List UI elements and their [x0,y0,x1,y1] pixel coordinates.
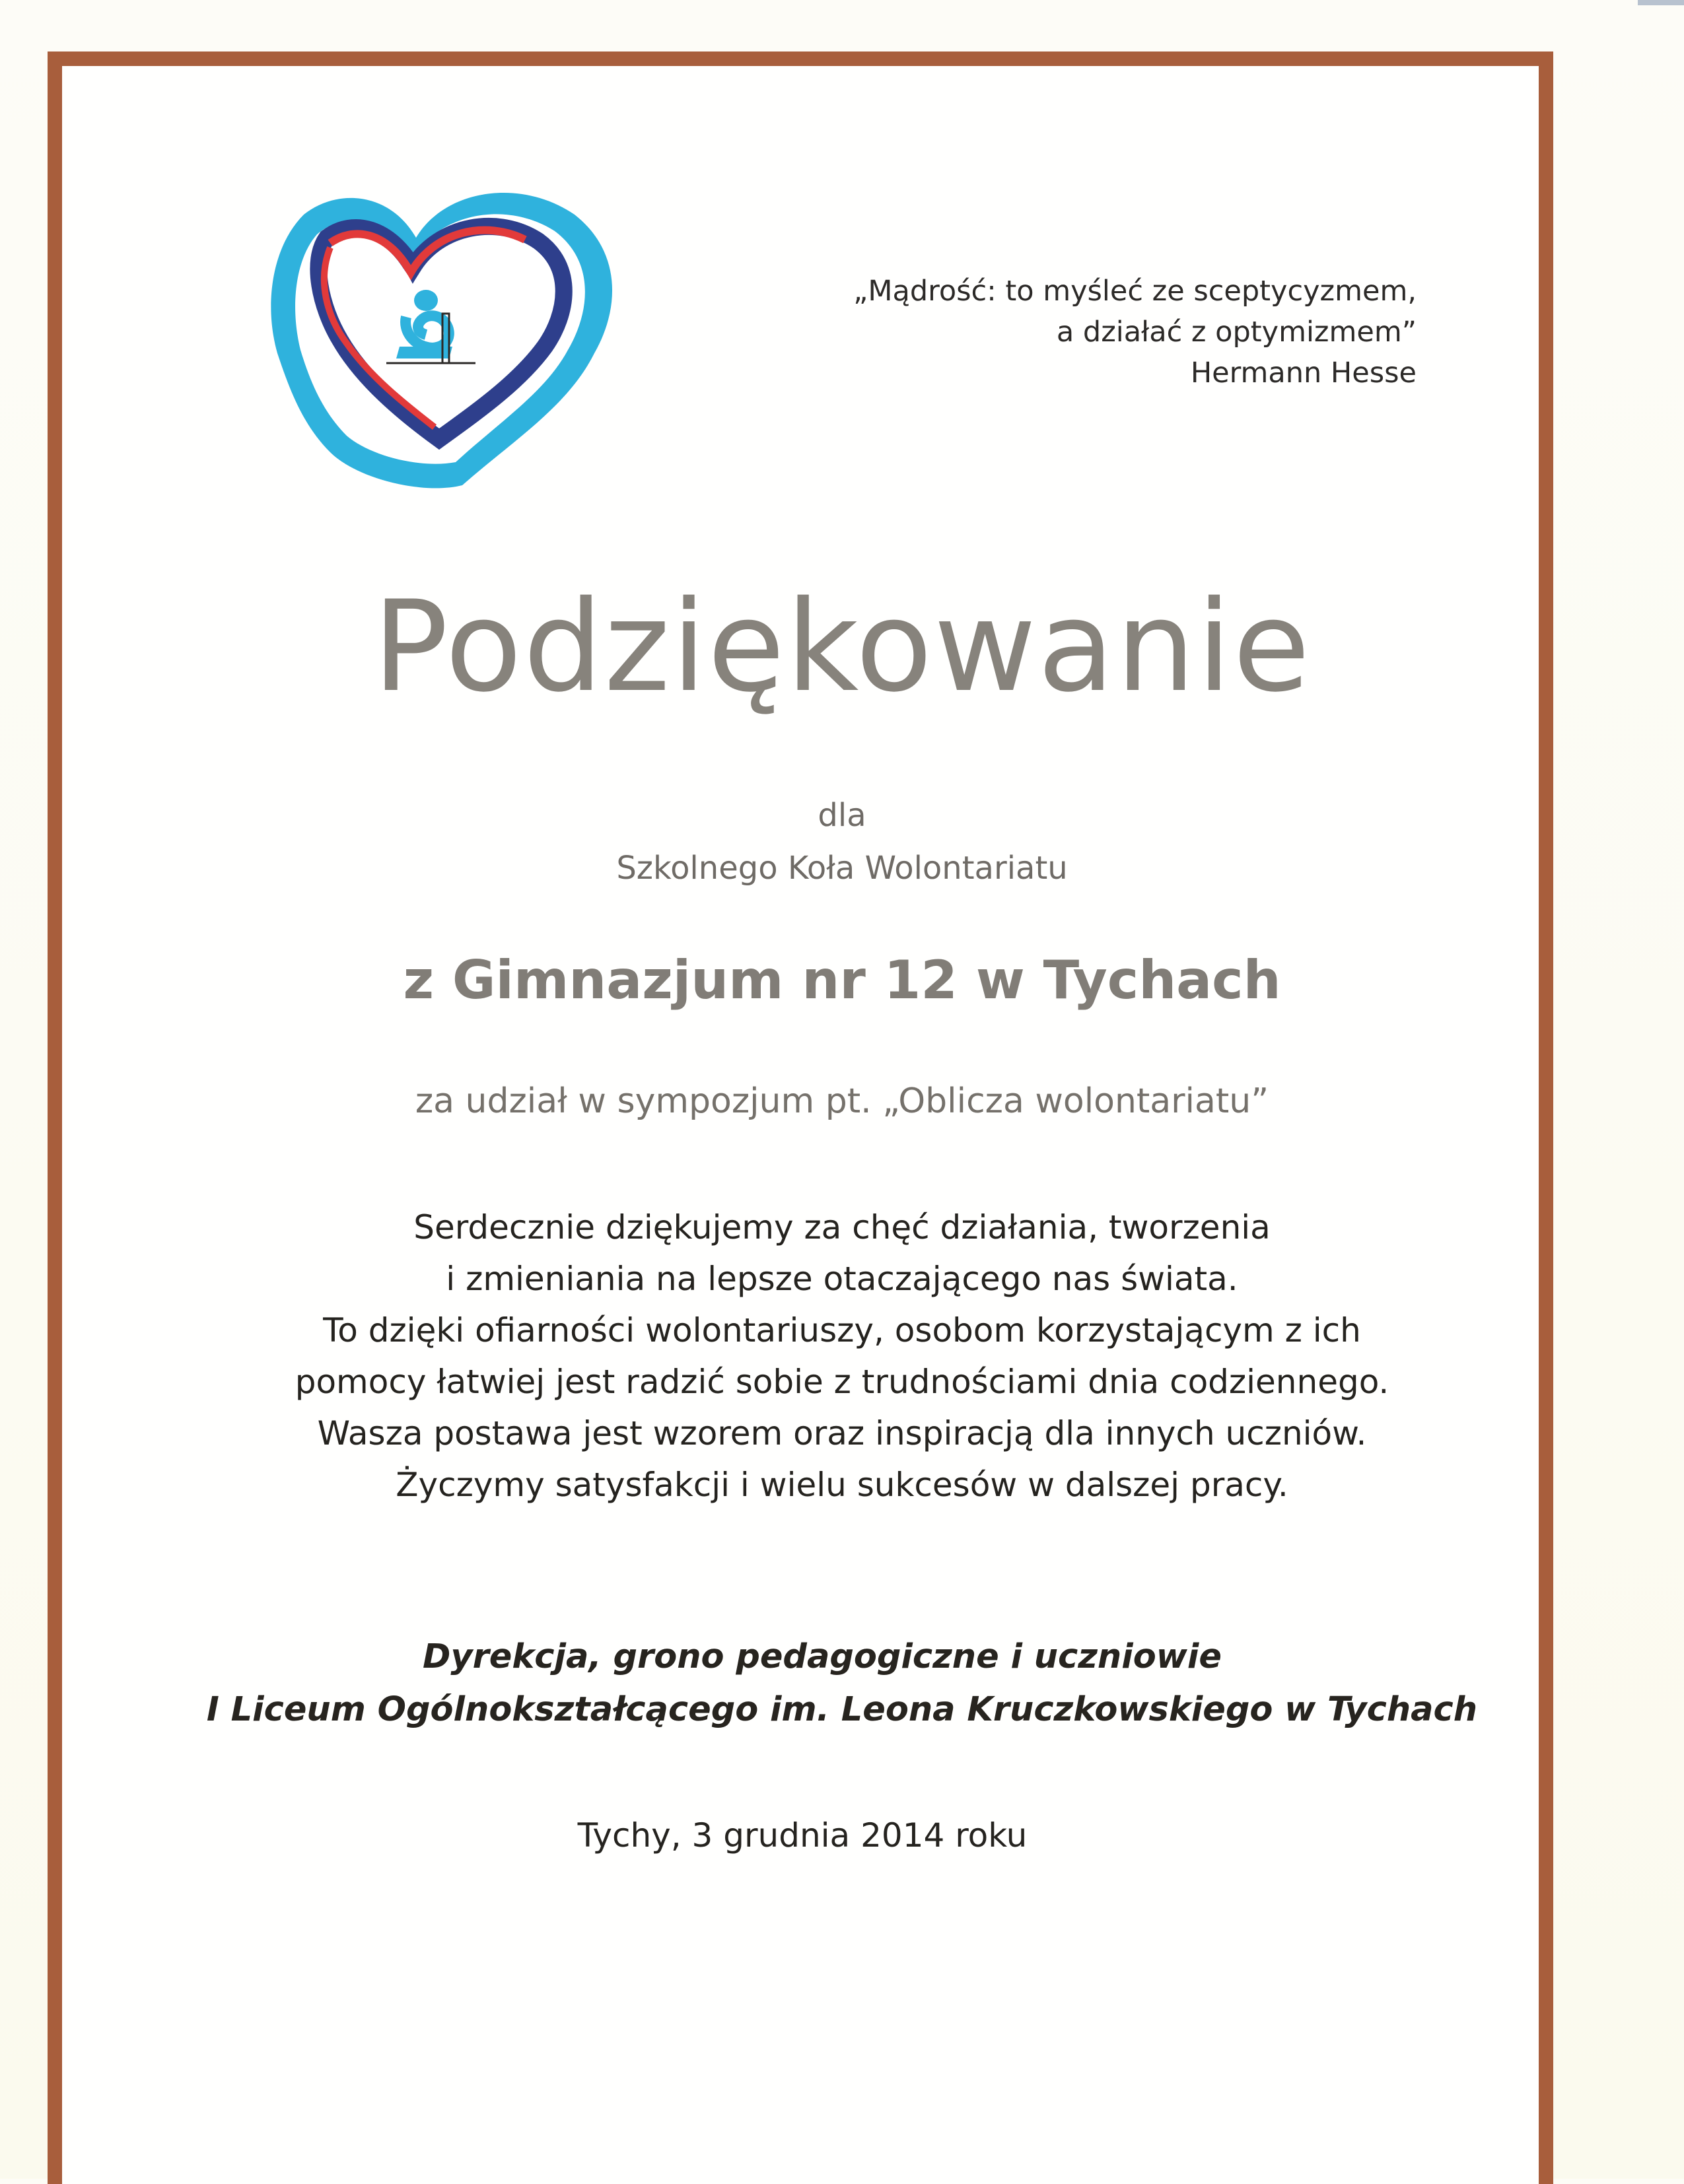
scan-edge-mark [1638,0,1684,5]
body-paragraph [0,1202,1684,1511]
signature-line-1: Dyrekcja, grono pedagogiczne i uczniowie [423,1637,1222,1676]
award-reason: za udział w sympozjum pt. „Oblicza wolontariatu” [415,1081,1269,1121]
quote-line-1: „Mądrość: to myśleć ze sceptycyzmem, [853,275,1417,308]
signature-line-2: I Liceum Ogólnokształcącego im. Leona Kruczkowskiego w Tychach [206,1690,1478,1729]
quote-line-2: a działać z optymizmem” [1056,316,1417,349]
recipient-prefix: dla [818,797,866,834]
page-title: Podziękowanie [372,574,1312,720]
body-line: Serdecznie dziękujemy za chęć działania, tworzenia [413,1208,1271,1246]
recipient-group: Szkolnego Koła Wolontariatu [616,850,1068,887]
date-line [0,1809,1684,1862]
body-line: Życzymy satysfakcji i wielu sukcesów w dalszej pracy. [396,1466,1288,1504]
signature-block [0,1631,1684,1736]
quote-author: Hermann Hesse [1190,357,1417,390]
body-line: i zmieniania na lepsze otaczającego nas świata. [446,1260,1238,1298]
epigraph-quote [690,271,1417,393]
recipient-school: z Gimnazjum nr 12 w Tychach [403,949,1281,1011]
heart-logo-icon [264,175,634,505]
body-line: pomocy łatwiej jest radzić sobie z trudnościami dnia codziennego. [295,1363,1389,1401]
body-line: To dzięki ofiarności wolontariuszy, osobom korzystającym z ich [323,1311,1361,1349]
issue-date: Tychy, 3 grudnia 2014 roku [577,1816,1028,1855]
body-line: Wasza postawa jest wzorem oraz inspiracją dla innych uczniów. [317,1414,1367,1452]
